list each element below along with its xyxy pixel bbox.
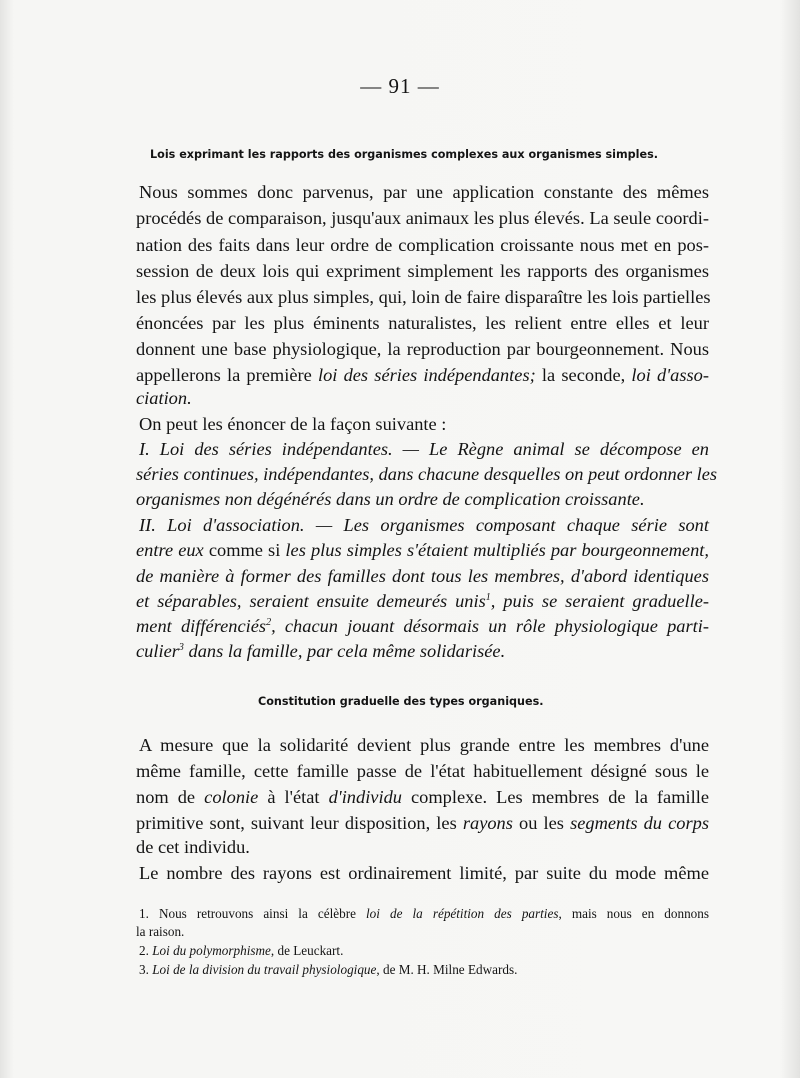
footnote-2: 2. Loi du polymorphisme, de Leuckart.: [139, 943, 344, 958]
footnote-3: 3. Loi de la division du travail physiologique, de M. H. Milne Edwards.: [139, 962, 518, 977]
paragraph-line: primitive sont, suivant leur disposition, les rayons ou les segments du corps: [136, 813, 709, 833]
law-1-line: I. Loi des séries indépendantes. — Le Règne animal se décompose en: [139, 439, 709, 459]
paragraph-line: de cet individu.: [136, 837, 250, 857]
page-number: — 91 —: [360, 74, 440, 98]
paragraph-line: Le nombre des rayons est ordinairement limité, par suite du mode même: [139, 863, 709, 883]
section-title-constitution: Constitution graduelle des types organiques.: [258, 695, 544, 708]
law-2-line: et séparables, seraient ensuite demeurés unis$^1$, puis se seraient graduelle-: [136, 591, 709, 611]
paragraph-line: A mesure que la solidarité devient plus grande entre les membres d'une: [139, 735, 709, 755]
paragraph-line: nom de colonie à l'état d'individu complexe. Les membres de la famille: [136, 787, 709, 807]
paragraph-line: les plus élevés aux plus simples, qui, loin de faire disparaître les lois partielles: [136, 287, 711, 307]
paragraph-line: appellerons la première loi des séries indépendantes; la seconde, loi d'asso-: [136, 365, 709, 385]
footnote-1-cont: la raison.: [136, 924, 185, 939]
paragraph-line: même famille, cette famille passe de l'état habituellement désigné sous le: [136, 761, 709, 781]
paragraph-line: session de deux lois qui expriment simplement les rapports des organismes: [136, 261, 709, 281]
law-1-line: organismes non dégénérés dans un ordre de complication croissante.: [136, 489, 645, 509]
paragraph-line: donnent une base physiologique, la reproduction par bourgeonnement. Nous: [136, 339, 709, 359]
law-2-line: entre eux comme si les plus simples s'étaient multipliés par bourgeonnement,: [136, 540, 709, 560]
paragraph-line: procédés de comparaison, jusqu'aux animaux les plus élevés. La seule coordi-: [136, 208, 709, 228]
section-title-lois: Lois exprimant les rapports des organismes complexes aux organismes simples.: [150, 148, 659, 161]
law-2-line: culier$^3$ dans la famille, par cela même solidarisée.: [136, 641, 506, 661]
law-2-line: II. Loi d'association. — Les organismes composant chaque série sont: [139, 515, 709, 535]
paragraph-line: ciation.: [136, 388, 192, 408]
paragraph-line: Nous sommes donc parvenus, par une application constante des mêmes: [139, 182, 709, 202]
paragraph-line: énoncées par les plus éminents naturalistes, les relient entre elles et leur: [136, 313, 709, 333]
law-2-line: ment différenciés$^2$, chacun jouant désormais un rôle physiologique parti-: [136, 616, 709, 636]
law-2-line: de manière à former des familles dont tous les membres, d'abord identiques: [136, 566, 709, 586]
law-1-line: séries continues, indépendantes, dans chacune desquelles on peut ordonner les: [136, 464, 718, 484]
paragraph-line: On peut les énoncer de la façon suivante :: [139, 414, 447, 434]
paragraph-line: nation des faits dans leur ordre de complication croissante nous met en pos-: [136, 235, 709, 255]
footnote-1: 1. Nous retrouvons ainsi la célèbre loi de la répétition des parties, mais nous en donnons: [139, 906, 709, 921]
